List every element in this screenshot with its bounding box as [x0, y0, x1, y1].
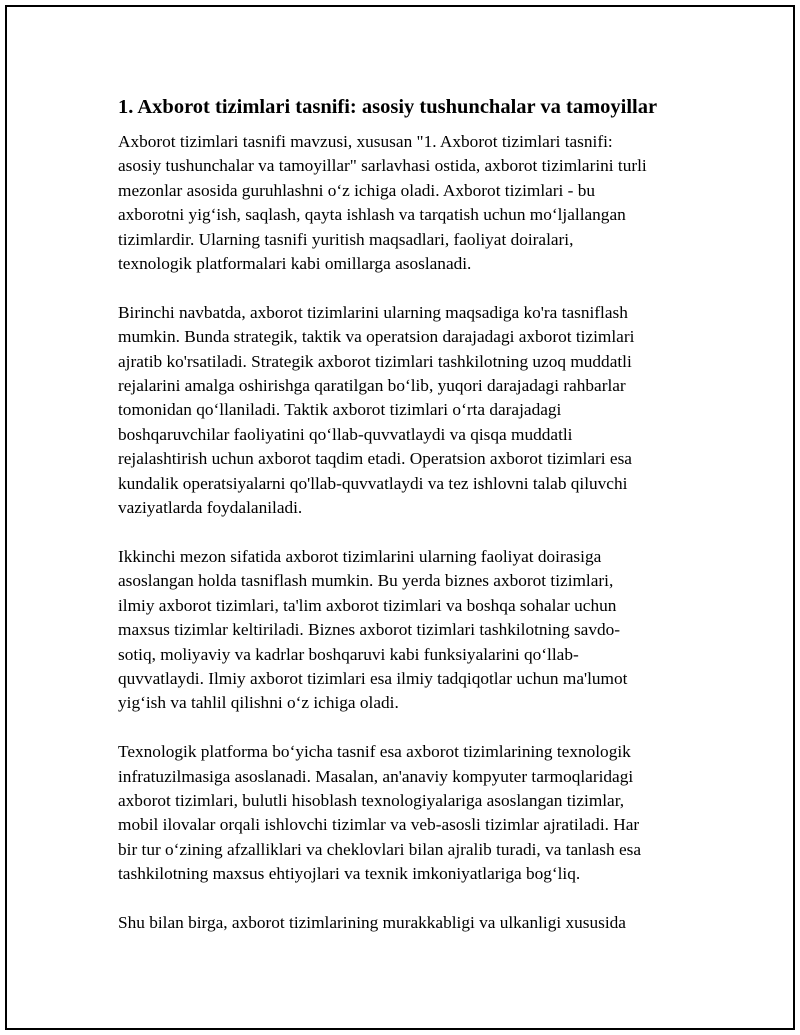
paragraph-line: texnologik platformalari kabi omillarga asoslanadi. — [118, 254, 472, 274]
paragraph-line: infratuzilmasiga asoslanadi. Masalan, an'anaviy kompyuter tarmoqlaridagi — [118, 766, 634, 786]
paragraph-line: quvvatlaydi. Ilmiy axborot tizimlari esa ilmiy tadqiqotlar uchun ma'lumot — [118, 668, 628, 688]
paragraph-line: boshqaruvchilar faoliyatini qo‘llab-quvvatlaydi va qisqa muddatli — [118, 424, 573, 444]
paragraph-line: bir tur o‘zining afzalliklari va cheklovlari bilan ajralib turadi, va tanlash esa — [118, 839, 642, 859]
paragraph — [118, 911, 693, 935]
paragraph-line: Texnologik platforma bo‘yicha tasnif esa axborot tizimlarining texnologik — [118, 742, 631, 762]
paragraph — [118, 301, 693, 521]
paragraph-line: axborot tizimlari, bulutli hisoblash texnologiyalariga asoslangan tizimlar, — [118, 790, 625, 810]
paragraph-line: maxsus tizimlar keltiriladi. Biznes axborot tizimlari tashkilotning savdo- — [118, 620, 621, 640]
paragraph-line: sotiq, moliyaviy va kadrlar boshqaruvi kabi funksiyalarini qo‘llab- — [118, 644, 579, 664]
paragraph-line: yig‘ish va tahlil qilishni o‘z ichiga oladi. — [118, 693, 399, 713]
paragraph-line: tashkilotning maxsus ehtiyojlari va texnik imkoniyatlariga bog‘liq. — [118, 864, 581, 884]
paragraph-line: asoslangan holda tasniflash mumkin. Bu yerda biznes axborot tizimlari, — [118, 571, 614, 591]
paragraph-line: rejalarini amalga oshirishga qaratilgan bo‘lib, yuqori darajadagi rahbarlar — [118, 376, 626, 396]
paragraph-line: asosiy tushunchalar va tamoyillar" sarlavhasi ostida, axborot tizimlarini turli — [118, 156, 647, 176]
paragraph-line: ilmiy axborot tizimlari, ta'lim axborot tizimlari va boshqa sohalar uchun — [118, 595, 617, 615]
paragraph — [118, 740, 693, 886]
paragraph-line: mezonlar asosida guruhlashni o‘z ichiga oladi. Axborot tizimlari - bu — [118, 180, 596, 200]
paragraph-line: mobil ilovalar orqali ishlovchi tizimlar va veb-asosli tizimlar ajratiladi. Har — [118, 815, 640, 835]
paragraph-line: tomonidan qo‘llaniladi. Taktik axborot tizimlari o‘rta darajadagi — [118, 400, 562, 420]
paragraph-line: Axborot tizimlari tasnifi mavzusi, xususan "1. Axborot tizimlari tasnifi: — [118, 132, 613, 151]
paragraph-line: mumkin. Bunda strategik, taktik va operatsion darajadagi axborot tizimlari — [118, 327, 635, 347]
paragraph-line: tizimlardir. Ularning tasnifi yuritish maqsadlari, faoliyat doiralari, — [118, 229, 574, 249]
paragraph-list — [118, 130, 693, 935]
page-title: 1. Axborot tizimlari tasnifi: asosiy tushunchalar va tamoyillar — [118, 96, 658, 118]
paragraph-line: rejalashtirish uchun axborot taqdim etadi. Operatsion axborot tizimlari esa — [118, 449, 632, 469]
paragraph-line: Ikkinchi mezon sifatida axborot tizimlarini ularning faoliyat doirasiga — [118, 546, 602, 566]
paragraph-line: kundalik operatsiyalarni qo'llab-quvvatlaydi va tez ishlovni talab qiluvchi — [118, 473, 628, 493]
paragraph-line: Shu bilan birga, axborot tizimlarining murakkabligi va ulkanligi xususida — [118, 912, 626, 932]
paragraph — [118, 545, 693, 716]
paragraph-line: axborotni yig‘ish, saqlash, qayta ishlash va tarqatish uchun mo‘ljallangan — [118, 205, 626, 225]
paragraph-line: vaziyatlarda foydalaniladi. — [118, 498, 303, 518]
document-body — [118, 93, 693, 960]
paragraph — [118, 130, 693, 276]
paragraph-line: ajratib ko'rsatiladi. Strategik axborot tizimlari tashkilotning uzoq muddatli — [118, 351, 632, 371]
paragraph-line: Birinchi navbatda, axborot tizimlarini ularning maqsadiga ko'ra tasniflash — [118, 302, 628, 322]
